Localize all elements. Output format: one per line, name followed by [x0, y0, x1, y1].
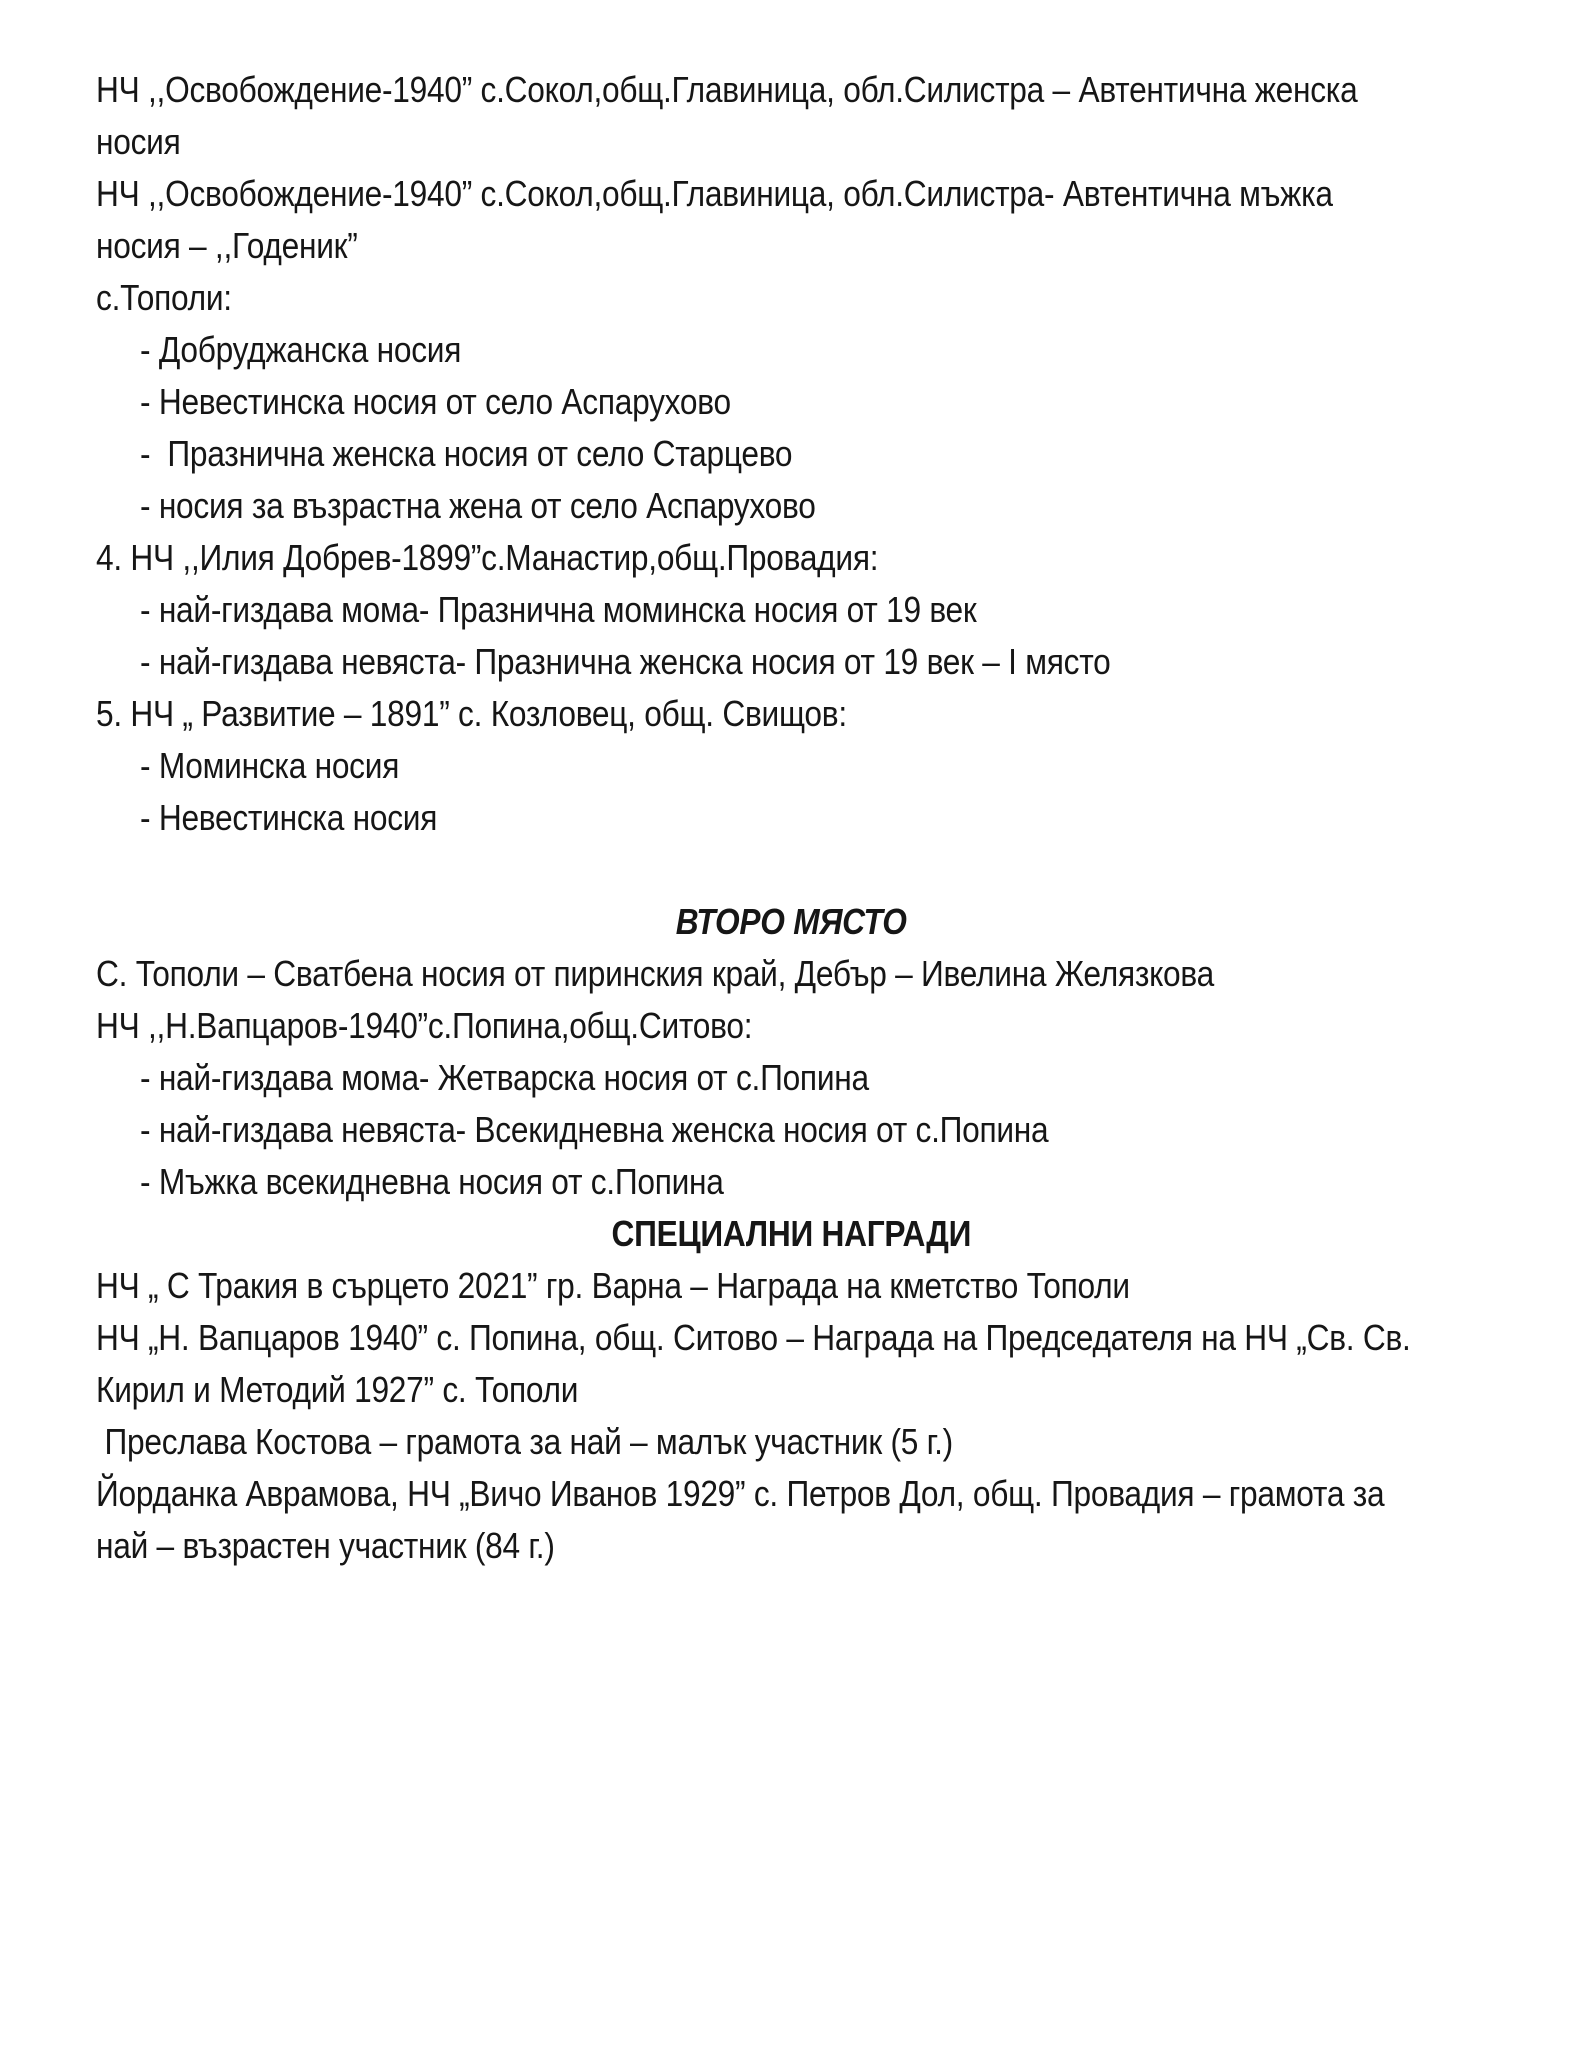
line-continuation [96, 1364, 1487, 1416]
line-vaptsarov-popina [96, 1000, 1487, 1052]
line-bullet-item-text: - най-гиздава мома- Жетварска носия от с.Попина [140, 1057, 869, 1098]
line-bullet-item [96, 636, 1487, 688]
line-item-5-razvitie [96, 688, 1487, 740]
line-bullet-item [96, 1104, 1487, 1156]
line-continuation-text: най – възрастен участник (84 г.) [96, 1525, 555, 1566]
line-bullet-item [96, 480, 1487, 532]
line-continuation [96, 116, 1487, 168]
second-place-heading [96, 896, 1487, 948]
line-chitalishte-osvobozhdenie-female [96, 64, 1487, 116]
line-bullet-item [96, 1156, 1487, 1208]
line-item-4-iliya-dobrev [96, 532, 1487, 584]
line-blank [96, 844, 1487, 896]
line-continuation [96, 1520, 1487, 1572]
line-continuation [96, 220, 1487, 272]
second-place-heading-text: ВТОРО МЯСТО [676, 901, 907, 942]
line-bullet-item-text: - Невестинска носия [140, 797, 438, 838]
line-bullet-item-text: - Празнична женска носия от село Старцево [140, 433, 793, 474]
line-bullet-item-text: - Добруджанска носия [140, 329, 462, 370]
line-item-5-razvitie-text: 5. НЧ „ Развитие – 1891” с. Козловец, общ. Свищов: [96, 693, 847, 734]
line-bullet-item-text: - най-гиздава мома- Празнична моминска носия от 19 век [140, 589, 977, 630]
line-preslava-kostova-award [96, 1416, 1487, 1468]
line-bullet-item-text: - Моминска носия [140, 745, 400, 786]
special-awards-heading [96, 1208, 1487, 1260]
line-chitalishte-osvobozhdenie-male-text: НЧ ,,Освобождение-1940” с.Сокол,общ.Главиница, обл.Силистра- Автентична мъжка [96, 173, 1333, 214]
line-yordanka-avramova-award-text: Йорданка Аврамова, НЧ „Вичо Иванов 1929” с. Петров Дол, общ. Провадия – грамота за [96, 1473, 1385, 1514]
line-topoli-wedding-text: С. Тополи – Сватбена носия от пиринския край, Дебър – Ивелина Желязкова [96, 953, 1214, 994]
line-bullet-item-text: - Мъжка всекидневна носия от с.Попина [140, 1161, 724, 1202]
special-awards-heading-text: СПЕЦИАЛНИ НАГРАДИ [611, 1213, 972, 1254]
line-continuation-text: носия – ,,Годеник” [96, 225, 358, 266]
line-bullet-item [96, 428, 1487, 480]
line-bullet-item-text: - най-гиздава невяста- Празнична женска носия от 19 век – I място [140, 641, 1111, 682]
line-bullet-item [96, 740, 1487, 792]
line-yordanka-avramova-award [96, 1468, 1487, 1520]
line-item-4-iliya-dobrev-text: 4. НЧ ,,Илия Добрев-1899”с.Манастир,общ.Провадия: [96, 537, 879, 578]
line-bullet-item [96, 324, 1487, 376]
line-topoli-wedding [96, 948, 1487, 1000]
line-chitalishte-osvobozhdenie-female-text: НЧ ,,Освобождение-1940” с.Сокол,общ.Главиница, обл.Силистра – Автентична женска [96, 69, 1358, 110]
line-topoli-header-text: с.Тополи: [96, 277, 232, 318]
line-bullet-item-text: - носия за възрастна жена от село Аспарухово [140, 485, 816, 526]
line-chitalishte-osvobozhdenie-male [96, 168, 1487, 220]
line-bullet-item-text: - Невестинска носия от село Аспарухово [140, 381, 731, 422]
line-vaptsarov-award-text: НЧ „Н. Вапцаров 1940” с. Попина, общ. Ситово – Награда на Председателя на НЧ „Св. Св. [96, 1317, 1411, 1358]
line-vaptsarov-award [96, 1312, 1487, 1364]
line-bullet-item [96, 792, 1487, 844]
line-bullet-item [96, 1052, 1487, 1104]
line-bullet-item-text: - най-гиздава невяста- Всекидневна женска носия от с.Попина [140, 1109, 1049, 1150]
line-bullet-item [96, 376, 1487, 428]
line-trakia-award-text: НЧ „ С Тракия в сърцето 2021” гр. Варна – Награда на кметство Тополи [96, 1265, 1130, 1306]
line-bullet-item [96, 584, 1487, 636]
line-topoli-header [96, 272, 1487, 324]
line-continuation-text: Кирил и Методий 1927” с. Тополи [96, 1369, 579, 1410]
line-vaptsarov-popina-text: НЧ ,,Н.Вапцаров-1940”с.Попина,общ.Ситово: [96, 1005, 753, 1046]
line-trakia-award [96, 1260, 1487, 1312]
line-continuation-text: носия [96, 121, 181, 162]
line-preslava-kostova-award-text: Преслава Костова – грамота за най – малък участник (5 г.) [96, 1421, 953, 1462]
